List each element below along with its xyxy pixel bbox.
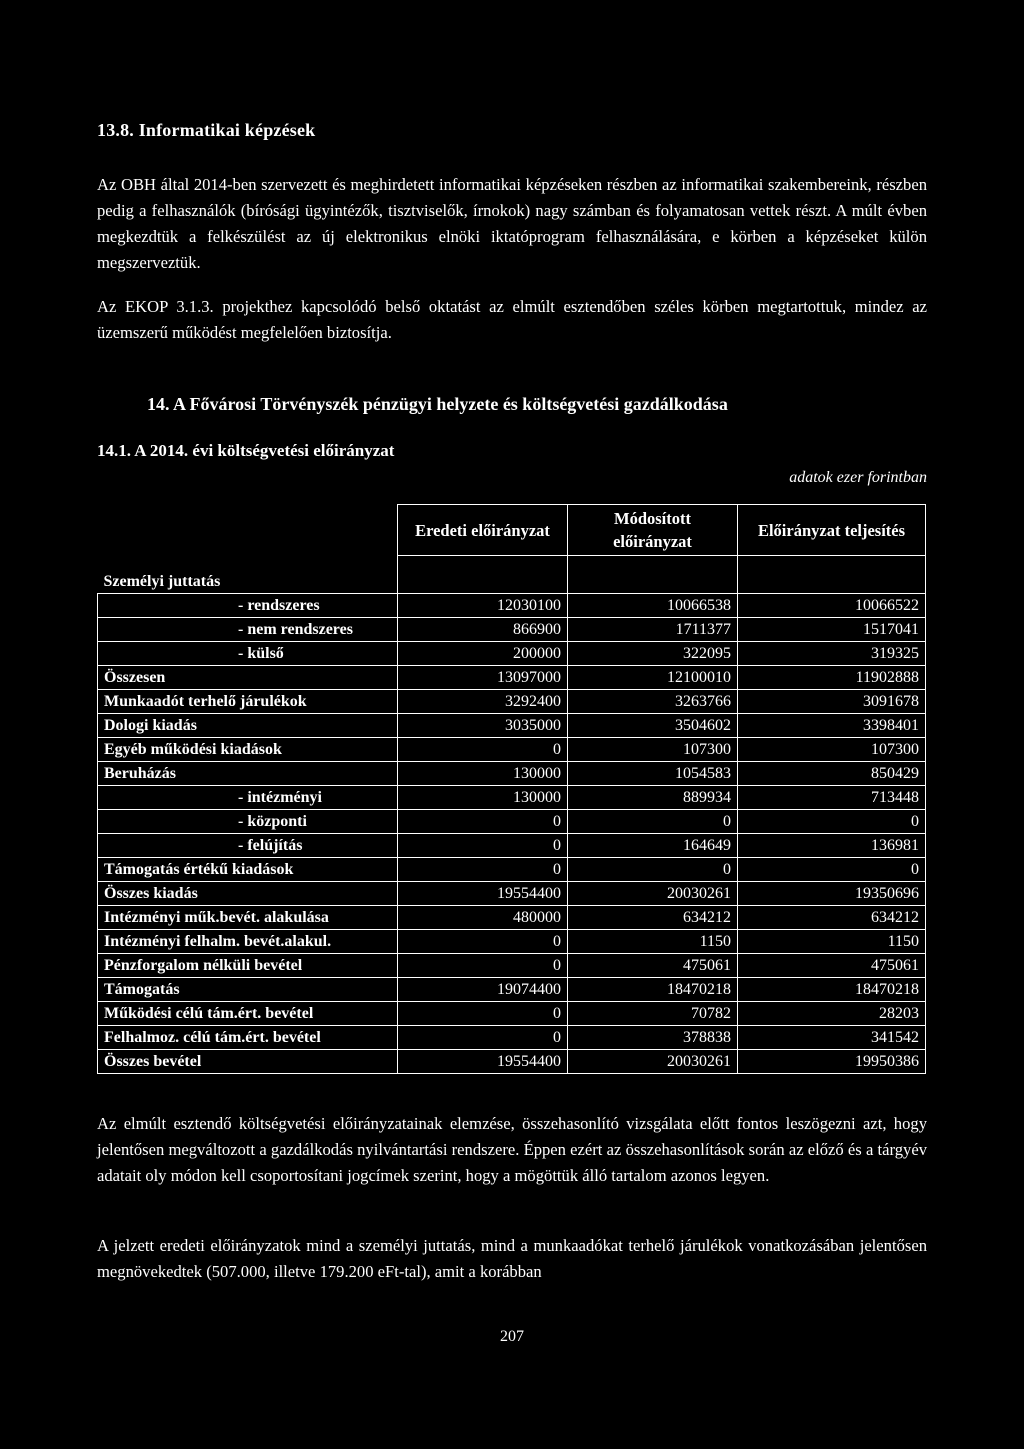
- budget-table-wrapper: [97, 504, 927, 1074]
- cell-modified: 10066538: [568, 594, 738, 618]
- cell-modified: 322095: [568, 642, 738, 666]
- cell-modified: 107300: [568, 738, 738, 762]
- row-label: Összesen: [98, 666, 398, 690]
- cell-fulfilled: 19950386: [738, 1050, 926, 1074]
- cell-fulfilled: 3398401: [738, 714, 926, 738]
- header-original: Eredeti előirányzat: [398, 505, 568, 556]
- table-row: [98, 714, 926, 738]
- row-label: Beruházás: [98, 762, 398, 786]
- cell-fulfilled: 850429: [738, 762, 926, 786]
- section-13-8-heading: 13.8. Informatikai képzések: [97, 120, 316, 140]
- section-14-1-heading: 14.1. A 2014. évi költségvetési előirányzat: [97, 441, 395, 460]
- cell-fulfilled: 136981: [738, 834, 926, 858]
- cell-original: 19074400: [398, 978, 568, 1002]
- cell-original: 3035000: [398, 714, 568, 738]
- cell-modified: 1150: [568, 930, 738, 954]
- header-empty-cell: [98, 505, 398, 556]
- table-row: [98, 1050, 926, 1074]
- row-label: Dologi kiadás: [98, 714, 398, 738]
- cell-original: 130000: [398, 786, 568, 810]
- cell-fulfilled: 11902888: [738, 666, 926, 690]
- table-row: [98, 954, 926, 978]
- cell-original: 0: [398, 858, 568, 882]
- row-label: - nem rendszeres: [98, 618, 398, 642]
- cell-modified: 3263766: [568, 690, 738, 714]
- group-label: Személyi juttatás: [103, 573, 221, 590]
- cell-original: 0: [398, 1026, 568, 1050]
- cell-original: 0: [398, 1002, 568, 1026]
- table-row: [98, 858, 926, 882]
- unit-note: adatok ezer forintban: [789, 469, 927, 486]
- cell-fulfilled: 28203: [738, 1002, 926, 1026]
- table-row: [98, 810, 926, 834]
- cell-modified: 70782: [568, 1002, 738, 1026]
- cell-original: 0: [398, 810, 568, 834]
- cell-original: 200000: [398, 642, 568, 666]
- row-label: Intézményi műk.bevét. alakulása: [98, 906, 398, 930]
- cell-modified: 889934: [568, 786, 738, 810]
- cell-modified: 378838: [568, 1026, 738, 1050]
- paragraph-increase: A jelzett eredeti előirányzatok mind a személyi juttatás, mind a munkaadókat terhelő járulékok vonatkozásában jelentősen megnövekedtek (507.000, illetve 179.200 eFt-tal), amit a korábban: [97, 1236, 927, 1281]
- paragraph-ekop: Az EKOP 3.1.3. projekthez kapcsolódó belső oktatást az elmúlt esztendőben széles körben megtartottuk, mindez az üzemszerű működést megfelelően biztosítja.: [97, 297, 927, 342]
- cell-fulfilled: 19350696: [738, 882, 926, 906]
- cell-fulfilled: 0: [738, 810, 926, 834]
- row-label: - központi: [98, 810, 398, 834]
- table-row: [98, 1026, 926, 1050]
- cell-original: 0: [398, 954, 568, 978]
- cell-modified: 1054583: [568, 762, 738, 786]
- header-modified: Módosított előirányzat: [568, 505, 738, 556]
- row-label: Pénzforgalom nélküli bevétel: [98, 954, 398, 978]
- table-row: [98, 930, 926, 954]
- row-label: Összes kiadás: [98, 882, 398, 906]
- cell-fulfilled: 475061: [738, 954, 926, 978]
- row-label: Munkaadót terhelő járulékok: [98, 690, 398, 714]
- table-row: [98, 1002, 926, 1026]
- cell-modified: 1711377: [568, 618, 738, 642]
- row-label: Egyéb működési kiadások: [98, 738, 398, 762]
- table-row: [98, 594, 926, 618]
- cell-fulfilled: 713448: [738, 786, 926, 810]
- cell-original: 12030100: [398, 594, 568, 618]
- table-row: [98, 642, 926, 666]
- budget-table: [97, 504, 926, 1074]
- row-label: Működési célú tám.ért. bevétel: [98, 1002, 398, 1026]
- cell-original: 480000: [398, 906, 568, 930]
- table-row: [98, 666, 926, 690]
- row-label: Összes bevétel: [98, 1050, 398, 1074]
- paragraph-analysis: Az elmúlt esztendő költségvetési előirányzatainak elemzése, összehasonlító vizsgálata előtt fontos leszögezni azt, hogy jelentősen megváltozott a gazdálkodás nyilvántartási rendszere. Éppen ezért az összehasonlítások során az előző és a tárgyév adatait oly módon kell csoportosítani jogcímek szerint, hogy a mögöttük álló tartalom azonos legyen.: [97, 1114, 927, 1185]
- paragraph-it-training: Az OBH által 2014-ben szervezett és meghirdetett informatikai képzéseken részben az informatikai szakembereink, részben pedig a felhasználók (bírósági ügyintézők, tisztviselők, írnokok) nagy számban és folyamatosan vettek részt. A múlt évben megkezdtük a felkészülést az új elektronikus elnöki iktatóprogram felhasználására, e körben a képzéseket külön megszerveztük.: [97, 175, 927, 272]
- cell-modified: 20030261: [568, 882, 738, 906]
- row-label: Intézményi felhalm. bevét.alakul.: [98, 930, 398, 954]
- cell-modified: 0: [568, 858, 738, 882]
- header-fulfilled: Előirányzat teljesítés: [738, 505, 926, 556]
- cell-modified: 20030261: [568, 1050, 738, 1074]
- cell-original: 130000: [398, 762, 568, 786]
- row-label: - rendszeres: [98, 594, 398, 618]
- table-row: [98, 690, 926, 714]
- section-14-heading: 14. A Fővárosi Törvényszék pénzügyi helyzete és költségvetési gazdálkodása: [147, 394, 728, 414]
- row-label: Támogatás: [98, 978, 398, 1002]
- table-row: [98, 618, 926, 642]
- table-row: [98, 882, 926, 906]
- table-spacer-row: [98, 556, 926, 571]
- cell-original: 866900: [398, 618, 568, 642]
- row-label: Támogatás értékű kiadások: [98, 858, 398, 882]
- table-row: [98, 786, 926, 810]
- cell-original: 0: [398, 930, 568, 954]
- cell-modified: 18470218: [568, 978, 738, 1002]
- row-label: - felújítás: [98, 834, 398, 858]
- cell-original: 0: [398, 834, 568, 858]
- table-row: [98, 834, 926, 858]
- table-header-row: [98, 505, 926, 556]
- cell-original: 19554400: [398, 1050, 568, 1074]
- table-row: [98, 906, 926, 930]
- cell-modified: 164649: [568, 834, 738, 858]
- cell-original: 0: [398, 738, 568, 762]
- cell-modified: 0: [568, 810, 738, 834]
- row-label: - külső: [98, 642, 398, 666]
- cell-fulfilled: 1150: [738, 930, 926, 954]
- cell-fulfilled: 10066522: [738, 594, 926, 618]
- cell-fulfilled: 3091678: [738, 690, 926, 714]
- row-label: Felhalmoz. célú tám.ért. bevétel: [98, 1026, 398, 1050]
- cell-modified: 634212: [568, 906, 738, 930]
- cell-modified: 3504602: [568, 714, 738, 738]
- cell-fulfilled: 107300: [738, 738, 926, 762]
- table-group-row: [98, 570, 926, 594]
- table-row: [98, 738, 926, 762]
- cell-modified: 12100010: [568, 666, 738, 690]
- cell-modified: 475061: [568, 954, 738, 978]
- cell-fulfilled: 634212: [738, 906, 926, 930]
- cell-fulfilled: 18470218: [738, 978, 926, 1002]
- row-label: - intézményi: [98, 786, 398, 810]
- page-number: 207: [500, 1328, 524, 1345]
- cell-original: 3292400: [398, 690, 568, 714]
- cell-original: 13097000: [398, 666, 568, 690]
- cell-fulfilled: 1517041: [738, 618, 926, 642]
- cell-fulfilled: 341542: [738, 1026, 926, 1050]
- cell-original: 19554400: [398, 882, 568, 906]
- cell-fulfilled: 319325: [738, 642, 926, 666]
- table-row: [98, 762, 926, 786]
- table-row: [98, 978, 926, 1002]
- cell-fulfilled: 0: [738, 858, 926, 882]
